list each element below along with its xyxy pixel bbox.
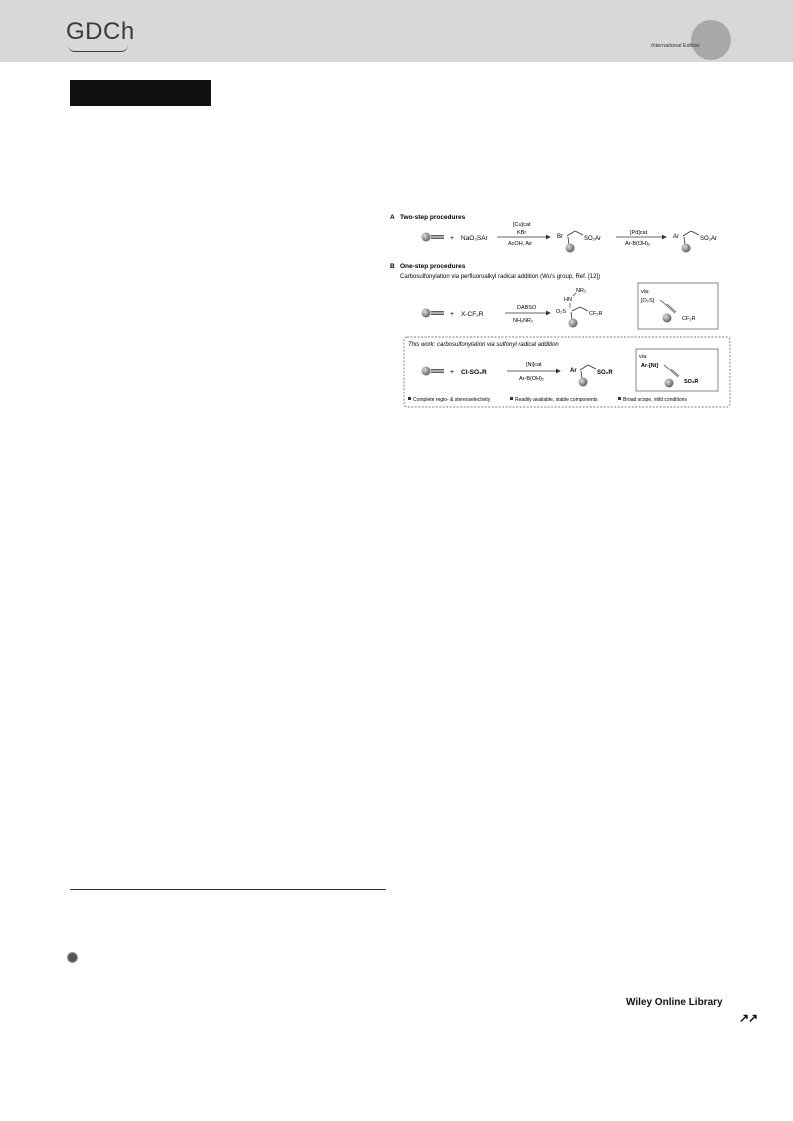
- gdch-logo: GDCh: [66, 18, 135, 45]
- feature-1: Complete regio- & stereoselectivity: [413, 397, 491, 403]
- intermediate-so2ar: SO₂Ar: [584, 236, 601, 242]
- product-cf2r: CF₂R: [589, 311, 603, 317]
- supporting-info-icon[interactable]: [67, 952, 78, 963]
- edition-label: International Edition: [651, 43, 700, 49]
- wiley-online-library-logo: Wiley Online Library: [626, 997, 723, 1008]
- svg-text:Ar-[Ni]: Ar-[Ni]: [641, 363, 659, 369]
- section-label-bar: [70, 80, 211, 106]
- feature-3: Broad scope, mild conditions: [623, 397, 687, 403]
- via-box-b: [638, 283, 718, 329]
- this-work-product-so2r: SO₂R: [597, 370, 613, 376]
- via-box-this-work: [636, 349, 718, 391]
- svg-text:SO₂R: SO₂R: [684, 379, 699, 385]
- section-b-bottom: NH₂NR₂: [513, 318, 534, 324]
- reaction-scheme: [390, 207, 732, 409]
- section-a-step1-top1: [Cu]cat: [513, 222, 531, 228]
- section-a-title: Two-step procedures: [400, 214, 466, 221]
- svg-text:via:: via:: [641, 289, 650, 295]
- svg-text:via:: via:: [639, 354, 648, 360]
- alkyne-ball: [422, 233, 431, 242]
- svg-text:[O₂S]: [O₂S]: [641, 298, 655, 304]
- product-ar: Ar: [673, 234, 679, 240]
- section-a-reagent: NaO₂SAr: [461, 235, 488, 242]
- product-so2ar: SO₂Ar: [700, 236, 717, 242]
- svg-text:+: +: [450, 311, 455, 318]
- footnote-divider: [70, 889, 386, 890]
- section-a-step2-top: [Pd]cat: [630, 230, 648, 236]
- section-b-subtitle: Carbosulfonylation via perfluoroalkyl radical addition (Wu's group, Ref. [12]): [400, 274, 601, 280]
- section-a-letter: A: [390, 214, 395, 221]
- section-a-step2-bottom: Ar-B(OH)₂: [625, 241, 651, 247]
- section-b-letter: B: [390, 263, 395, 270]
- section-b-top: DABSO: [517, 305, 537, 311]
- section-a-step1-bottom: AcOH, Air: [508, 241, 533, 247]
- section-b-reagent: X-CF₂R: [461, 311, 484, 318]
- this-work-bottom: Ar-B(OH)₂: [519, 376, 545, 382]
- this-work-title: This work: carbosulfonylation via sulfonyl radical addition: [408, 342, 559, 348]
- journal-badge: [691, 20, 731, 60]
- svg-text:+: +: [450, 369, 455, 376]
- product-nr2: NR₂: [576, 288, 587, 294]
- this-work-top: [Ni]cat: [526, 362, 542, 368]
- logo-swoosh: [68, 45, 128, 52]
- this-work-product-ar: Ar: [570, 368, 577, 374]
- feature-2: Readily available, stable components: [515, 397, 598, 403]
- intermediate-br: Br: [557, 234, 563, 240]
- section-b-title: One-step procedures: [400, 263, 466, 270]
- section-a-step1-top2: KBr: [517, 230, 527, 236]
- product-o2s: O₂S: [556, 309, 567, 315]
- product-hn: HN: [564, 297, 572, 303]
- plus-sign: +: [450, 235, 455, 242]
- this-work-reagent: Cl-SO₂R: [461, 369, 487, 376]
- arrow-icons: ↗↗: [739, 1011, 758, 1025]
- svg-text:CF₂R: CF₂R: [682, 316, 696, 322]
